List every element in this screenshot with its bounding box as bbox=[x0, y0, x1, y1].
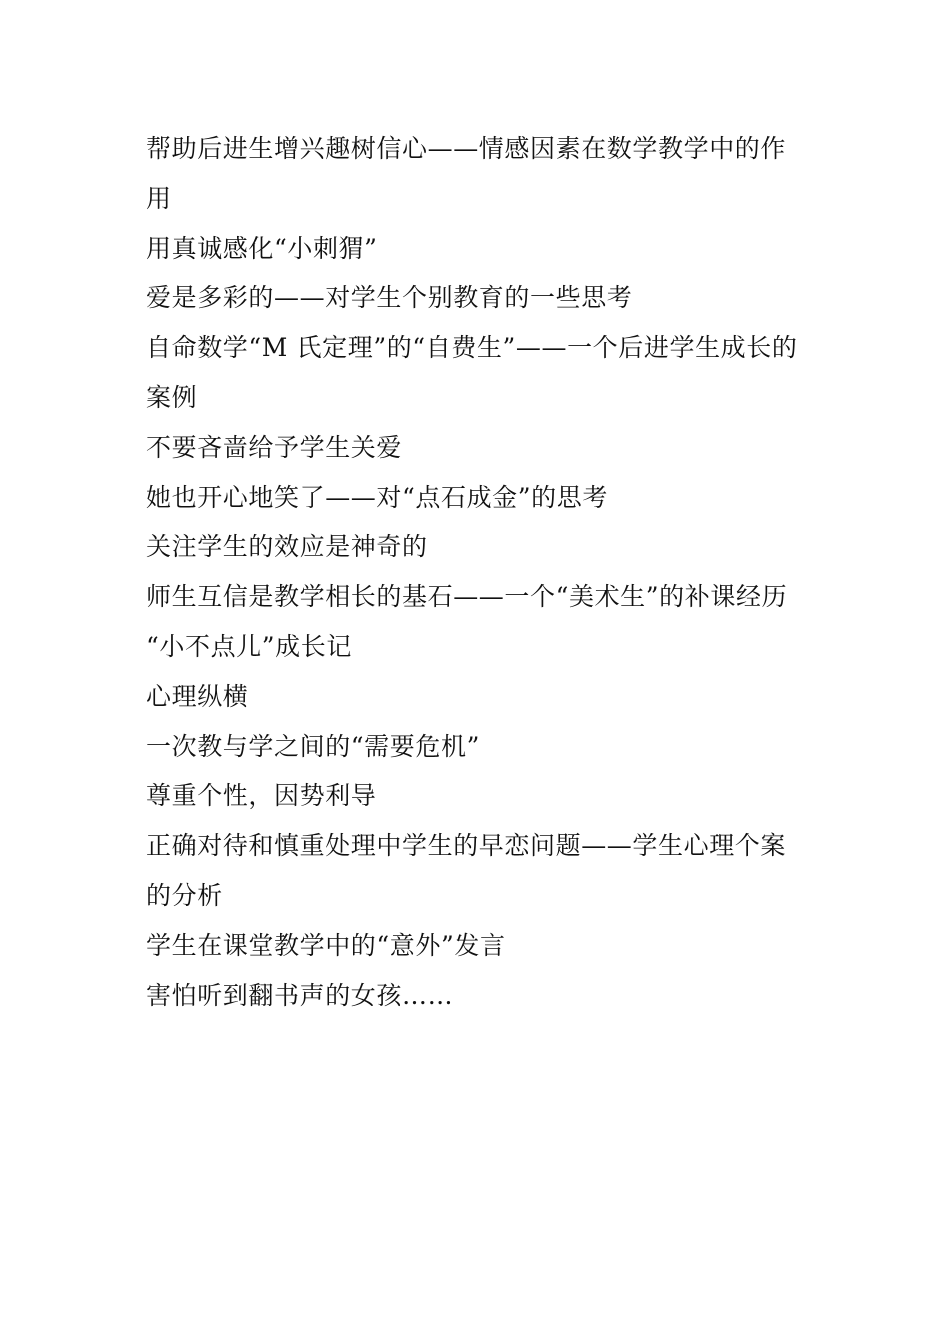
text-line: 关注学生的效应是神奇的 bbox=[146, 532, 428, 562]
text-line: 师生互信是教学相长的基石——一个“美术生”的补课经历 bbox=[146, 582, 788, 612]
text-line: 自命数学“M 氏定理”的“自费生”——一个后进学生成长的案例 bbox=[146, 333, 798, 412]
text-line: 尊重个性，因势利导 bbox=[146, 781, 377, 811]
text-line: 她也开心地笑了——对“点石成金”的思考 bbox=[146, 482, 608, 512]
text-line: 害怕听到翻书声的女孩…… bbox=[146, 980, 454, 1010]
text-line: “小不点儿”成长记 bbox=[146, 631, 352, 661]
document-page bbox=[146, 124, 811, 1020]
text-line: 用真诚感化“小刺猬” bbox=[146, 233, 378, 263]
text-line: 正确对待和慎重处理中学生的早恋问题——学生心理个案的分析 bbox=[146, 831, 787, 910]
text-line: 爱是多彩的——对学生个别教育的一些思考 bbox=[146, 283, 633, 313]
text-line: 不要吝啬给予学生关爱 bbox=[146, 432, 403, 462]
text-line: 一次教与学之间的“需要危机” bbox=[146, 731, 480, 761]
text-line: 心理纵横 bbox=[146, 681, 249, 711]
text-line: 帮助后进生增兴趣树信心——情感因素在数学教学中的作用 bbox=[146, 134, 787, 213]
text-line: 学生在课堂教学中的“意外”发言 bbox=[146, 930, 506, 960]
